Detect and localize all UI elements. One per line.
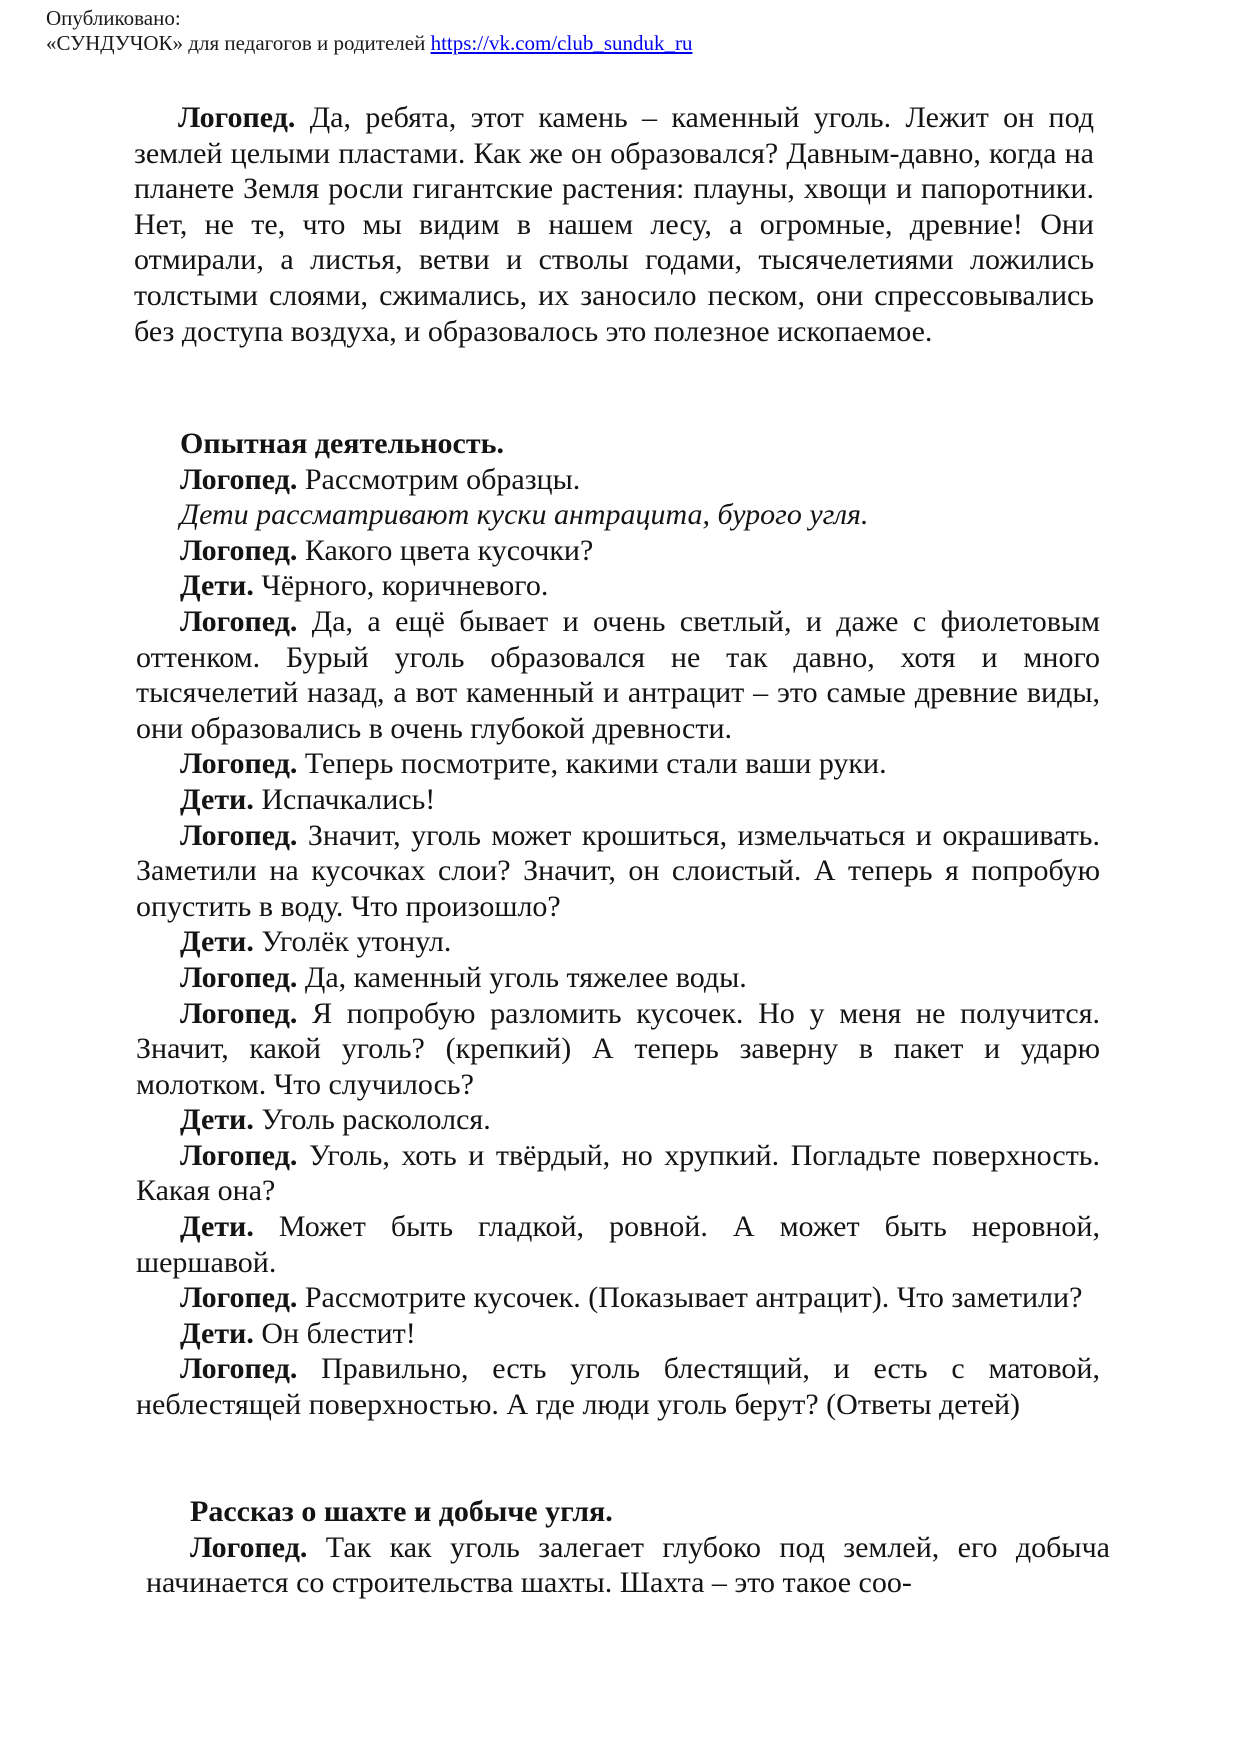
publication-header [46, 6, 693, 56]
section-experiments [136, 426, 1100, 1423]
speech-text: Чёрного, коричневого. [253, 569, 549, 603]
speaker-label: Логопед. [180, 604, 298, 638]
speech-text: Да, каменный уголь тяжелее воды. [297, 960, 747, 994]
paragraph-block-intro [134, 100, 1094, 349]
speech-text: Так как уголь залегает глубоко под землей, его добыча начинается со строительства шахты. Шахта – это такое соо- [146, 1530, 1110, 1600]
speech-text: Уголёк утонул. [253, 925, 452, 959]
speaker-label: Логопед. [180, 1281, 298, 1315]
dialogue-paragraph [136, 782, 1100, 818]
speech-text: Да, а ещё бывает и очень светлый, и даже с фиолетовым оттенком. Бурый уголь образовался не так давно, хотя и много тысячелетий назад, а вот каменный и антрацит – это самые древние виды, они образовались в очень глубокой древности. [136, 604, 1100, 745]
dialogue-paragraph [136, 1138, 1100, 1209]
published-label: Опубликовано: [46, 6, 181, 30]
section-mine-story [146, 1494, 1110, 1601]
stage-direction-text: Дети рассматривают куски антрацита, бурого угля. [180, 498, 869, 532]
dialogue-paragraph [134, 100, 1094, 349]
speaker-label: Логопед. [180, 462, 298, 496]
speaker-label: Логопед. [180, 996, 298, 1030]
dialogue-paragraph [136, 924, 1100, 960]
speaker-label: Логопед. [180, 960, 298, 994]
speaker-label: Логопед. [190, 1530, 308, 1564]
section-heading: Рассказ о шахте и добыче угля. [190, 1495, 613, 1528]
dialogue-paragraph [136, 604, 1100, 746]
speaker-label: Дети. [180, 1103, 254, 1137]
speech-text: Какого цвета кусочки? [297, 533, 594, 567]
speaker-label: Дети. [180, 569, 254, 603]
speech-text: Испачкались! [253, 782, 436, 816]
dialogue-paragraph [136, 996, 1100, 1103]
speech-text: Может быть гладкой, ровной. А может быть неровной, шершавой. [136, 1210, 1100, 1279]
dialogue-paragraph [136, 1102, 1100, 1138]
dialogue-paragraph [136, 818, 1100, 925]
speaker-label: Логопед. [180, 1138, 298, 1172]
publisher-line [46, 31, 693, 56]
speaker-label: Дети. [180, 925, 254, 959]
speech-text: Я попробую разломить кусочек. Но у меня не получится. Значит, какой уголь? (крепкий) А теперь заверну в пакет и ударю молотком. Что случилось? [136, 996, 1100, 1101]
speech-text: Правильно, есть уголь блестящий, и есть с матовой, неблестящей поверхностью. А где люди уголь берут? (Ответы детей) [136, 1352, 1100, 1422]
speaker-label: Логопед. [178, 101, 296, 134]
speaker-label: Логопед. [180, 747, 298, 781]
dialogue-paragraph [136, 1316, 1100, 1352]
speech-text: Рассмотрите кусочек. (Показывает антрацит). Что заметили? [297, 1281, 1083, 1315]
dialogue-paragraph [146, 1530, 1110, 1601]
dialogue-paragraph [136, 568, 1100, 604]
speaker-label: Дети. [180, 1316, 254, 1350]
speech-text: Да, ребята, этот камень – каменный уголь. Лежит он под землей целыми пластами. Как же он образовался? Давным-давно, когда на планете Земля росли гигантские растения: плауны, хвощи и папоротники. Нет, не те, что мы видим в нашем лесу, а огромные, древние! Они отмирали, а листья, ветви и стволы годами, тысячелетиями ложились толстыми слоями, сжимались, их заносило песком, они спрессовывались без доступа воздуха, и образовалось это полезное ископаемое. [134, 101, 1094, 348]
speaker-label: Логопед. [180, 1352, 298, 1386]
speech-text: Значит, уголь может крошиться, измельчаться и окрашивать. Заметили на кусочках слои? Значит, он слоистый. А теперь я попробую опустить в воду. Что произошло? [136, 818, 1100, 923]
stage-direction [136, 497, 1100, 533]
dialogue-paragraph [136, 462, 1100, 498]
publisher-link[interactable]: https://vk.com/club_sunduk_ru [430, 31, 693, 55]
speech-text: Он блестит! [253, 1316, 416, 1350]
speaker-label: Логопед. [180, 533, 298, 567]
publisher-name: «СУНДУЧОК» для педагогов и родителей [46, 31, 431, 55]
speech-text: Уголь, хоть и твёрдый, но хрупкий. Погладьте поверхность. Какая она? [136, 1138, 1100, 1208]
speaker-label: Дети. [180, 782, 254, 816]
dialogue-paragraph [136, 1209, 1100, 1280]
speech-text: Рассмотрим образцы. [297, 462, 581, 496]
speech-text: Уголь раскололся. [253, 1103, 491, 1137]
dialogue-paragraph [136, 1351, 1100, 1422]
dialogue-paragraph [136, 960, 1100, 996]
dialogue-paragraph [136, 533, 1100, 569]
speaker-label: Дети. [180, 1210, 254, 1244]
section-heading: Опытная деятельность. [180, 427, 504, 460]
speech-text: Теперь посмотрите, какими стали ваши руки. [297, 747, 887, 781]
dialogue-paragraph [136, 746, 1100, 782]
dialogue-paragraph [136, 1280, 1100, 1316]
speaker-label: Логопед. [180, 818, 298, 852]
